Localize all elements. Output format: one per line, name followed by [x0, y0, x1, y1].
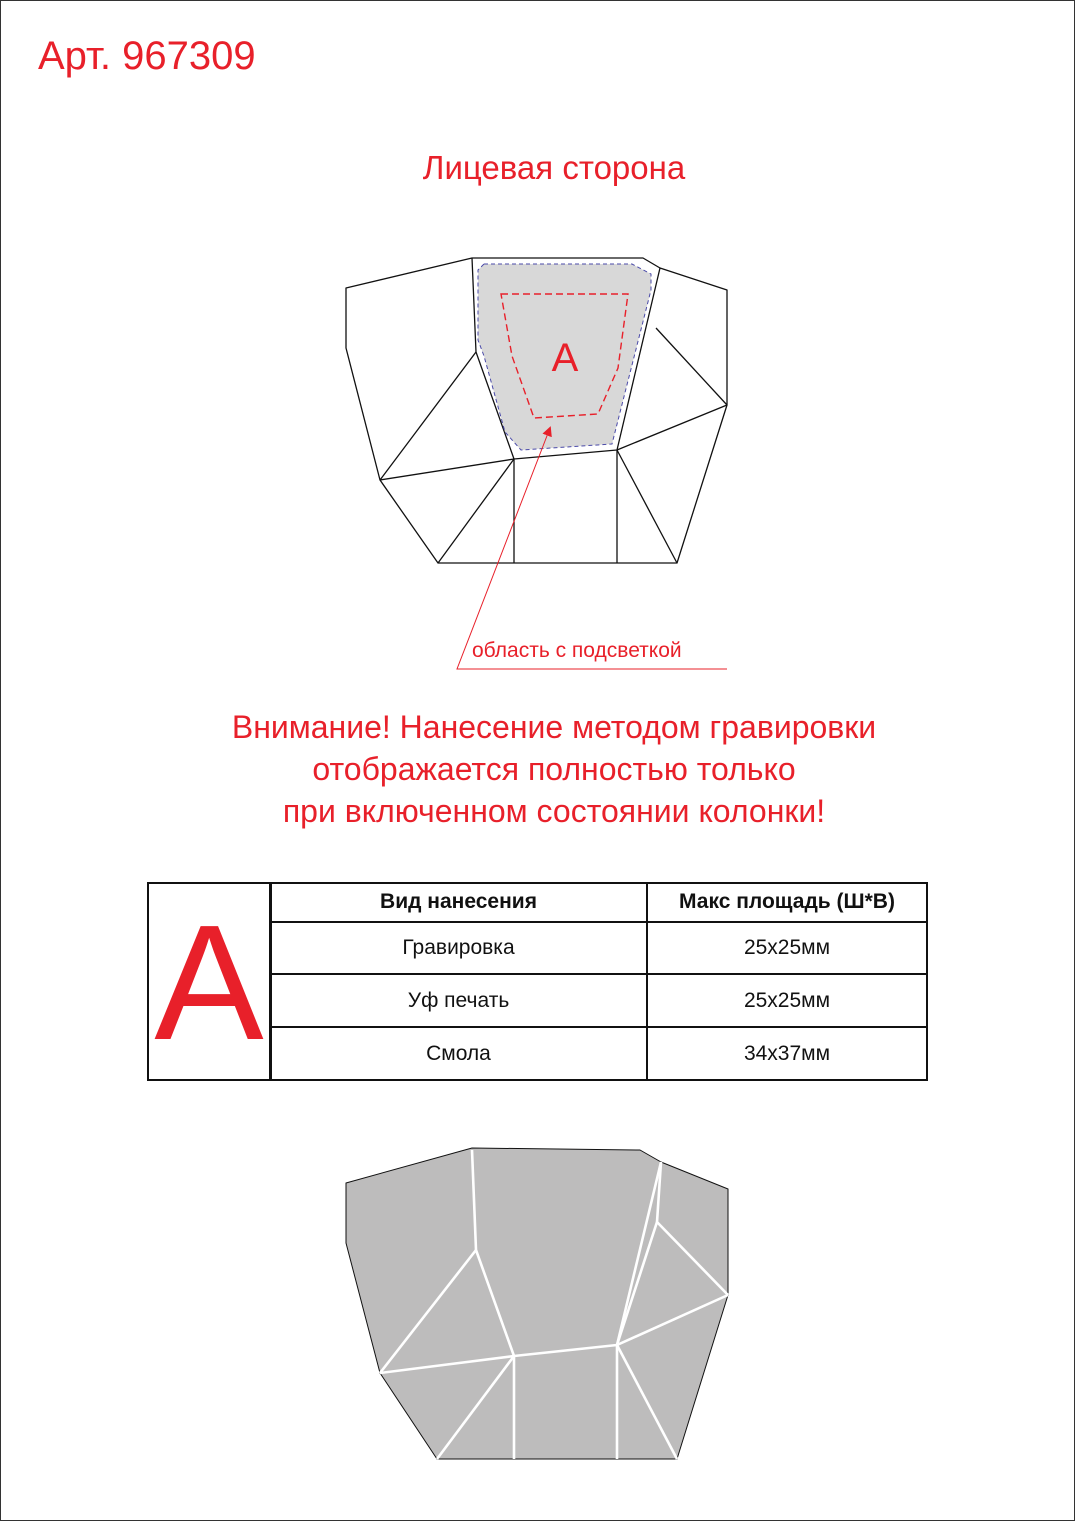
- article-number: Арт. 967309: [38, 34, 256, 78]
- table-row: [270, 1027, 927, 1080]
- table-row: [270, 922, 927, 975]
- cell-method: Смола: [270, 1027, 647, 1080]
- specs-table: [269, 882, 928, 1081]
- side-title: Лицевая сторона: [422, 149, 686, 186]
- warning-line: при включенном состоянии колонки!: [282, 793, 826, 829]
- callout-leader: [457, 428, 727, 669]
- table-header-row: [270, 883, 927, 922]
- filled-view: [346, 1148, 728, 1459]
- area-marker: A: [551, 336, 579, 380]
- header-method: Вид нанесения: [270, 883, 647, 922]
- cell-size: 25x25мм: [647, 922, 927, 975]
- warning-line: Внимание! Нанесение методом гравировки: [231, 709, 877, 745]
- callout-label: область с подсветкой: [472, 639, 682, 662]
- cell-size: 25x25мм: [647, 974, 927, 1027]
- specs-table-container: [147, 882, 928, 1081]
- warning-text: [0, 706, 1075, 832]
- warning-line: отображается полностью только: [312, 751, 796, 787]
- cell-method: Уф печать: [270, 974, 647, 1027]
- cell-method: Гравировка: [270, 922, 647, 975]
- table-marker: A: [154, 891, 264, 1074]
- table-row: [270, 974, 927, 1027]
- cell-size: 34x37мм: [647, 1027, 927, 1080]
- table-marker-cell: [147, 882, 272, 1081]
- header-max-area: Макс площадь (Ш*В): [647, 883, 927, 922]
